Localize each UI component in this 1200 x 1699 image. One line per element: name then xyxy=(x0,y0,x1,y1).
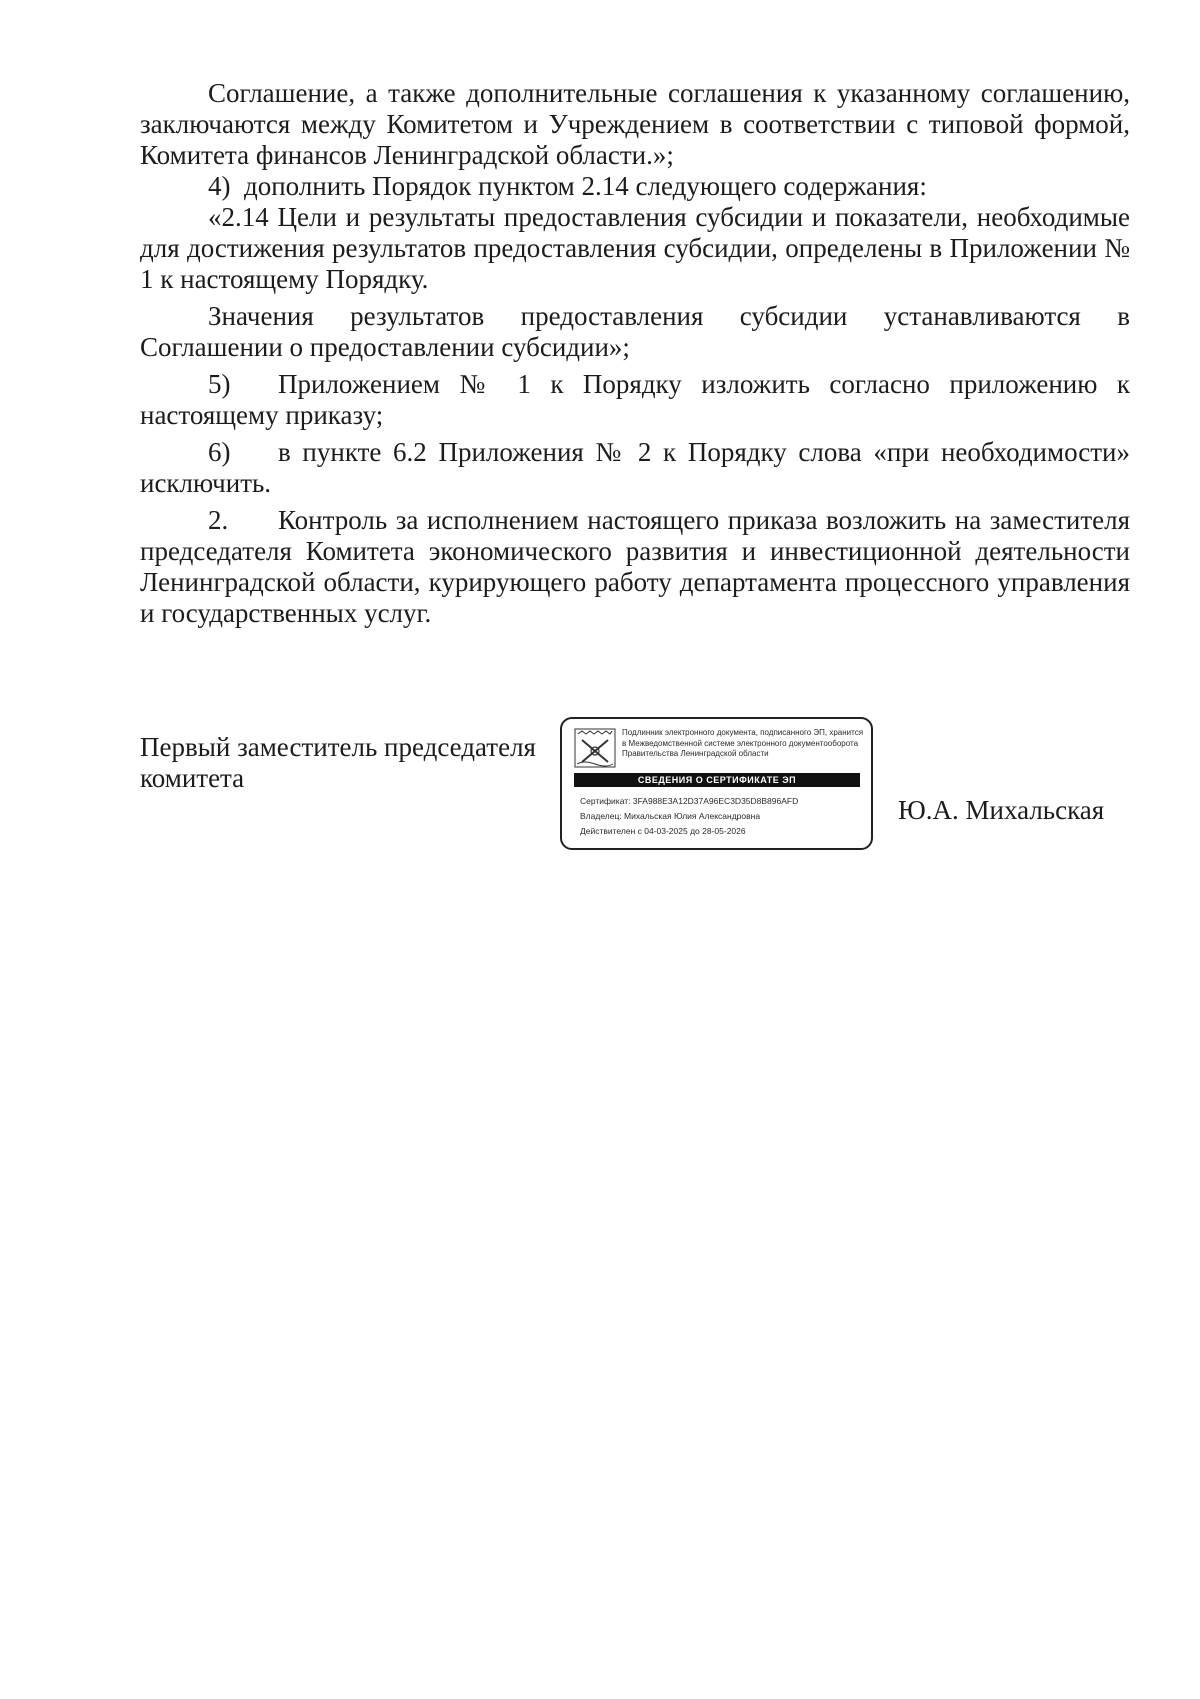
item-number: 6) xyxy=(208,437,231,467)
stamp-note: Подлинник электронного документа, подписанного ЭП, хранится в Межведомственной системе электронного документооборота Правительства Ленинградской области xyxy=(622,728,864,758)
item-number: 5) xyxy=(208,369,231,399)
stamp-certificate: Сертификат: 3FA988E3A12D37A96EC3D35D8B896AFD xyxy=(580,796,799,806)
signatory-name: Ю.А. Михальская xyxy=(898,795,1105,825)
paragraph-2-14: «2.14 Цели и результаты предоставления субсидии и показатели, необходимые для достижения результатов предоставления субсидии, определены в Приложении № 1 к настоящему Порядку. xyxy=(140,202,1130,294)
document-body xyxy=(140,78,1130,629)
signatory-position xyxy=(140,732,560,794)
paragraph-values: Значения результатов предоставления субсидии устанавливаются в Соглашении о предоставлении субсидии»; xyxy=(140,301,1130,362)
paragraph-item-5 xyxy=(140,369,1130,431)
paragraph-item-2 xyxy=(140,505,1130,629)
stamp-validity: Действителен с 04-03-2025 до 28-05-2026 xyxy=(580,826,746,836)
item-number: 2. xyxy=(208,505,229,535)
position-line-1: Первый заместитель председателя xyxy=(140,732,536,762)
item-number: 4) xyxy=(208,171,231,201)
paragraph-item-6 xyxy=(140,437,1130,499)
item-text: дополнить Порядок пунктом 2.14 следующего содержания: xyxy=(244,171,927,201)
item-text: Контроль за исполнением настоящего приказа возложить на заместителя председателя Комитета экономического развития и инвестиционной деятельности Ленинградской области, курирующего работу департамента процессного управления и государственных услуг. xyxy=(140,505,1130,628)
leningrad-region-coat-of-arms-icon xyxy=(574,728,616,768)
electronic-signature-stamp xyxy=(560,717,873,850)
position-line-2: комитета xyxy=(140,763,245,793)
paragraph-agreement: Соглашение, а также дополнительные соглашения к указанному соглашению, заключаются между Комитетом и Учреждением в соответствии с типовой формой, Комитета финансов Ленинградской области.»; xyxy=(140,78,1130,170)
stamp-owner: Владелец: Михальская Юлия Александровна xyxy=(580,811,761,821)
stamp-header: СВЕДЕНИЯ О СЕРТИФИКАТЕ ЭП xyxy=(574,773,860,787)
item-text: Приложением № 1 к Порядку изложить согласно приложению к настоящему приказу; xyxy=(140,369,1130,430)
paragraph-item-4 xyxy=(140,171,1130,202)
item-text: в пункте 6.2 Приложения № 2 к Порядку слова «при необходимости» исключить. xyxy=(140,437,1130,498)
